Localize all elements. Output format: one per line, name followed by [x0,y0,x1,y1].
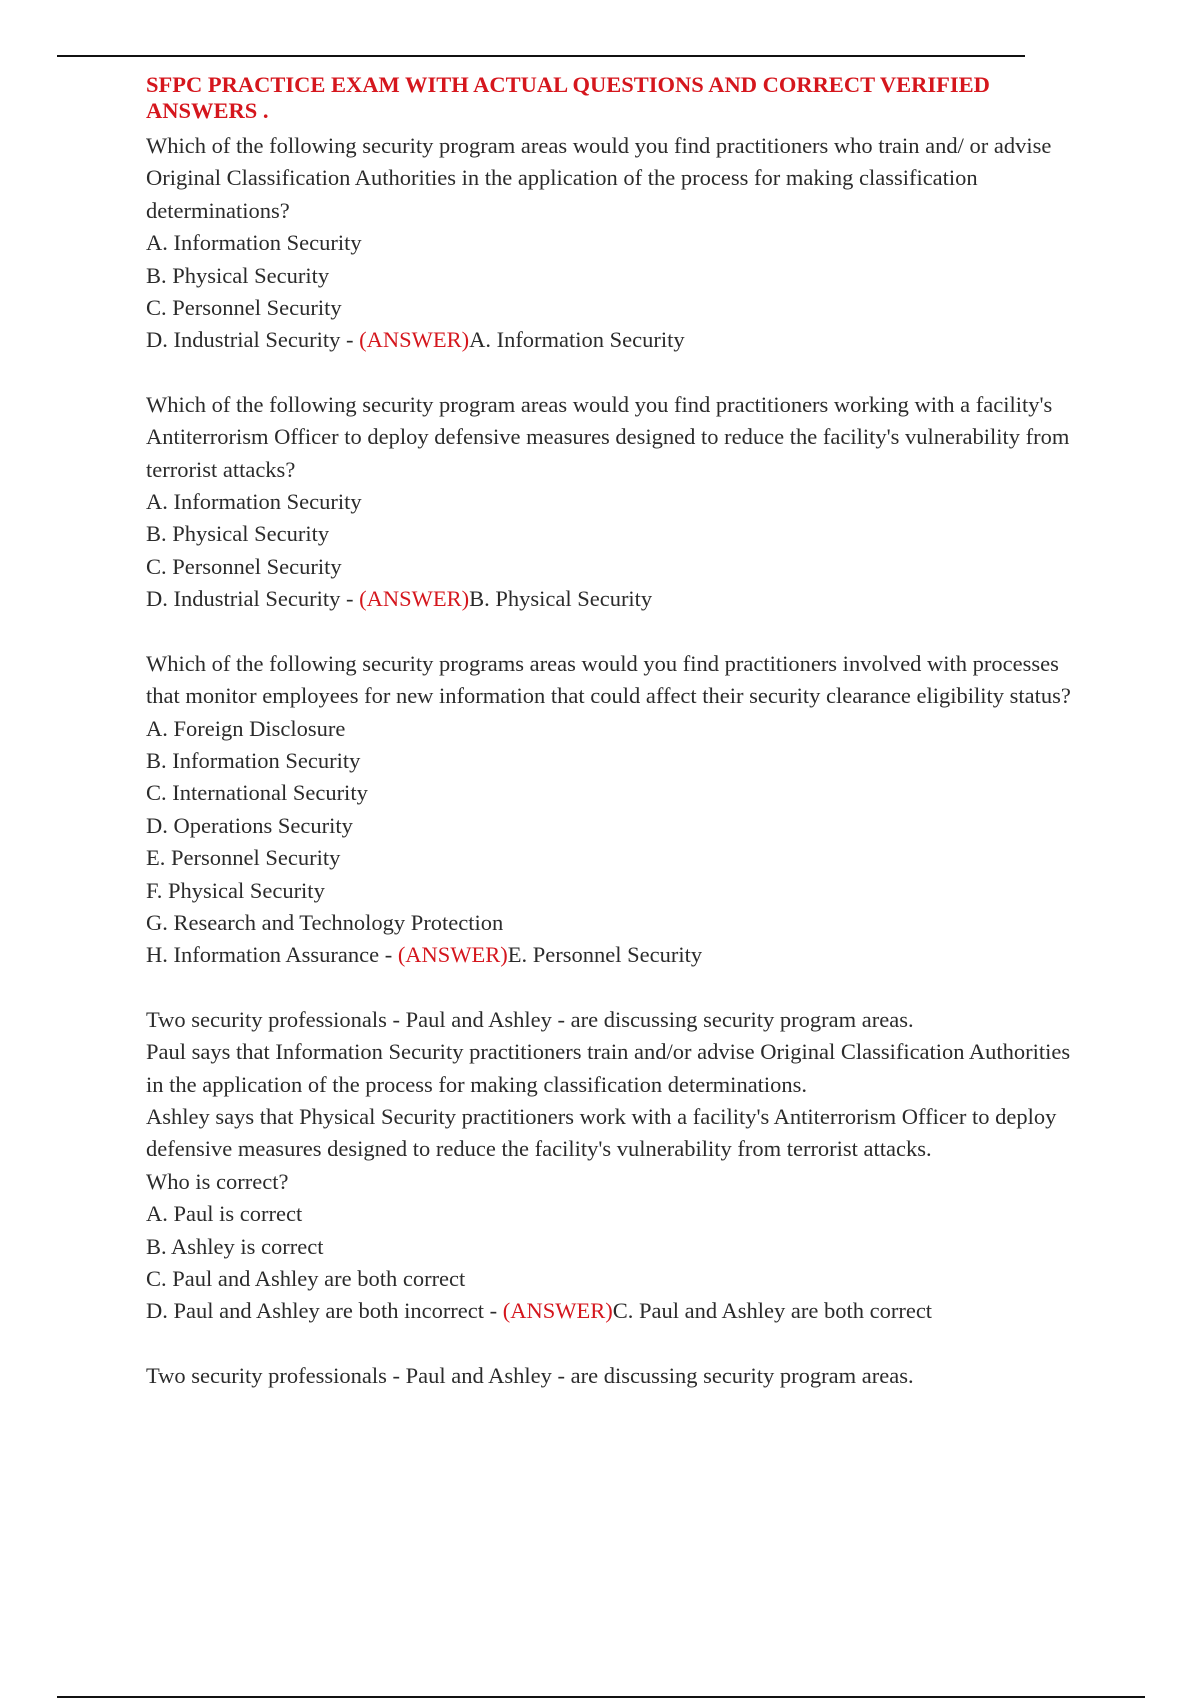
option-c: C. Personnel Security [146,553,342,579]
option-c: C. International Security [146,780,368,806]
document-body [146,72,1091,1424]
question-1 [146,130,1091,357]
option-d-with-answer [146,583,1091,615]
option-c: C. Paul and Ashley are both correct [146,1266,466,1291]
answer-text: C. Paul and Ashley are both correct [612,1298,933,1324]
option-a: A. Paul is correct [146,1201,303,1227]
answer-tag: (ANSWER) [359,586,470,612]
answer-tag: (ANSWER) [397,942,508,968]
option-e: E. Personnel Security [146,845,341,871]
option-f: F. Physical Security [146,877,325,903]
option-h: H. Information Assurance - [146,942,398,968]
bottom-rule [57,1696,1145,1698]
option-d-with-answer [146,324,1091,356]
option-a: A. Foreign Disclosure [146,715,346,741]
document-title: SFPC PRACTICE EXAM WITH ACTUAL QUESTIONS AND CORRECT VERIFIED ANSWERS . [146,72,990,123]
option-g: G. Research and Technology Protection [146,909,504,935]
question-text-line: Who is correct? [146,1168,289,1194]
option-h-with-answer [146,939,1091,971]
option-b: B. Information Security [146,747,361,773]
option-d: D. Paul and Ashley are both incorrect - [146,1298,503,1324]
option-d: D. Operations Security [146,812,353,838]
option-b: B. Physical Security [146,262,330,288]
answer-text: B. Physical Security [469,586,653,612]
answer-text: E. Personnel Security [507,942,703,968]
question-3 [146,648,1091,972]
answer-text: A. Information Security [469,327,685,353]
answer-tag: (ANSWER) [502,1298,613,1324]
option-b: B. Physical Security [146,521,330,547]
option-d: D. Industrial Security - [146,586,360,612]
option-d-with-answer [146,1295,1091,1327]
option-c: C. Personnel Security [146,295,342,321]
answer-tag: (ANSWER) [359,327,470,353]
question-5 [146,1360,1091,1392]
question-text: Which of the following security program areas would you find practitioners working with a facility's Antiterrorism Officer to deploy defensive measures designed to reduce the facility's vulnerability from terrorist attacks? [146,391,1070,482]
option-a: A. Information Security [146,489,362,515]
question-text-line: Ashley says that Physical Security practitioners work with a facility's Antiterrorism Officer to deploy defensive measures designed to reduce the facility's vulnerability from terrorist attacks. [146,1103,1057,1162]
question-text: Which of the following security program areas would you find practitioners who train and/ or advise Original Classification Authorities in the application of the process for making classification determinations? [146,133,1052,223]
question-text-line: Paul says that Information Security practitioners train and/or advise Original Classification Authorities in the application of the process for making classification determinations. [146,1039,1071,1097]
question-text-line: Two security professionals - Paul and Ashley - are discussing security program areas. [146,1006,914,1032]
option-a: A. Information Security [146,230,362,256]
question-text: Two security professionals - Paul and Ashley - are discussing security program areas. [146,1362,914,1388]
question-2 [146,389,1091,616]
top-rule [57,55,1025,57]
question-text: Which of the following security programs areas would you find practitioners involved with processes that monitor employees for new information that could affect their security clearance eligibility status? [146,650,1071,709]
option-b: B. Ashley is correct [146,1233,324,1259]
question-4 [146,1004,1091,1328]
option-d: D. Industrial Security - [146,327,360,353]
